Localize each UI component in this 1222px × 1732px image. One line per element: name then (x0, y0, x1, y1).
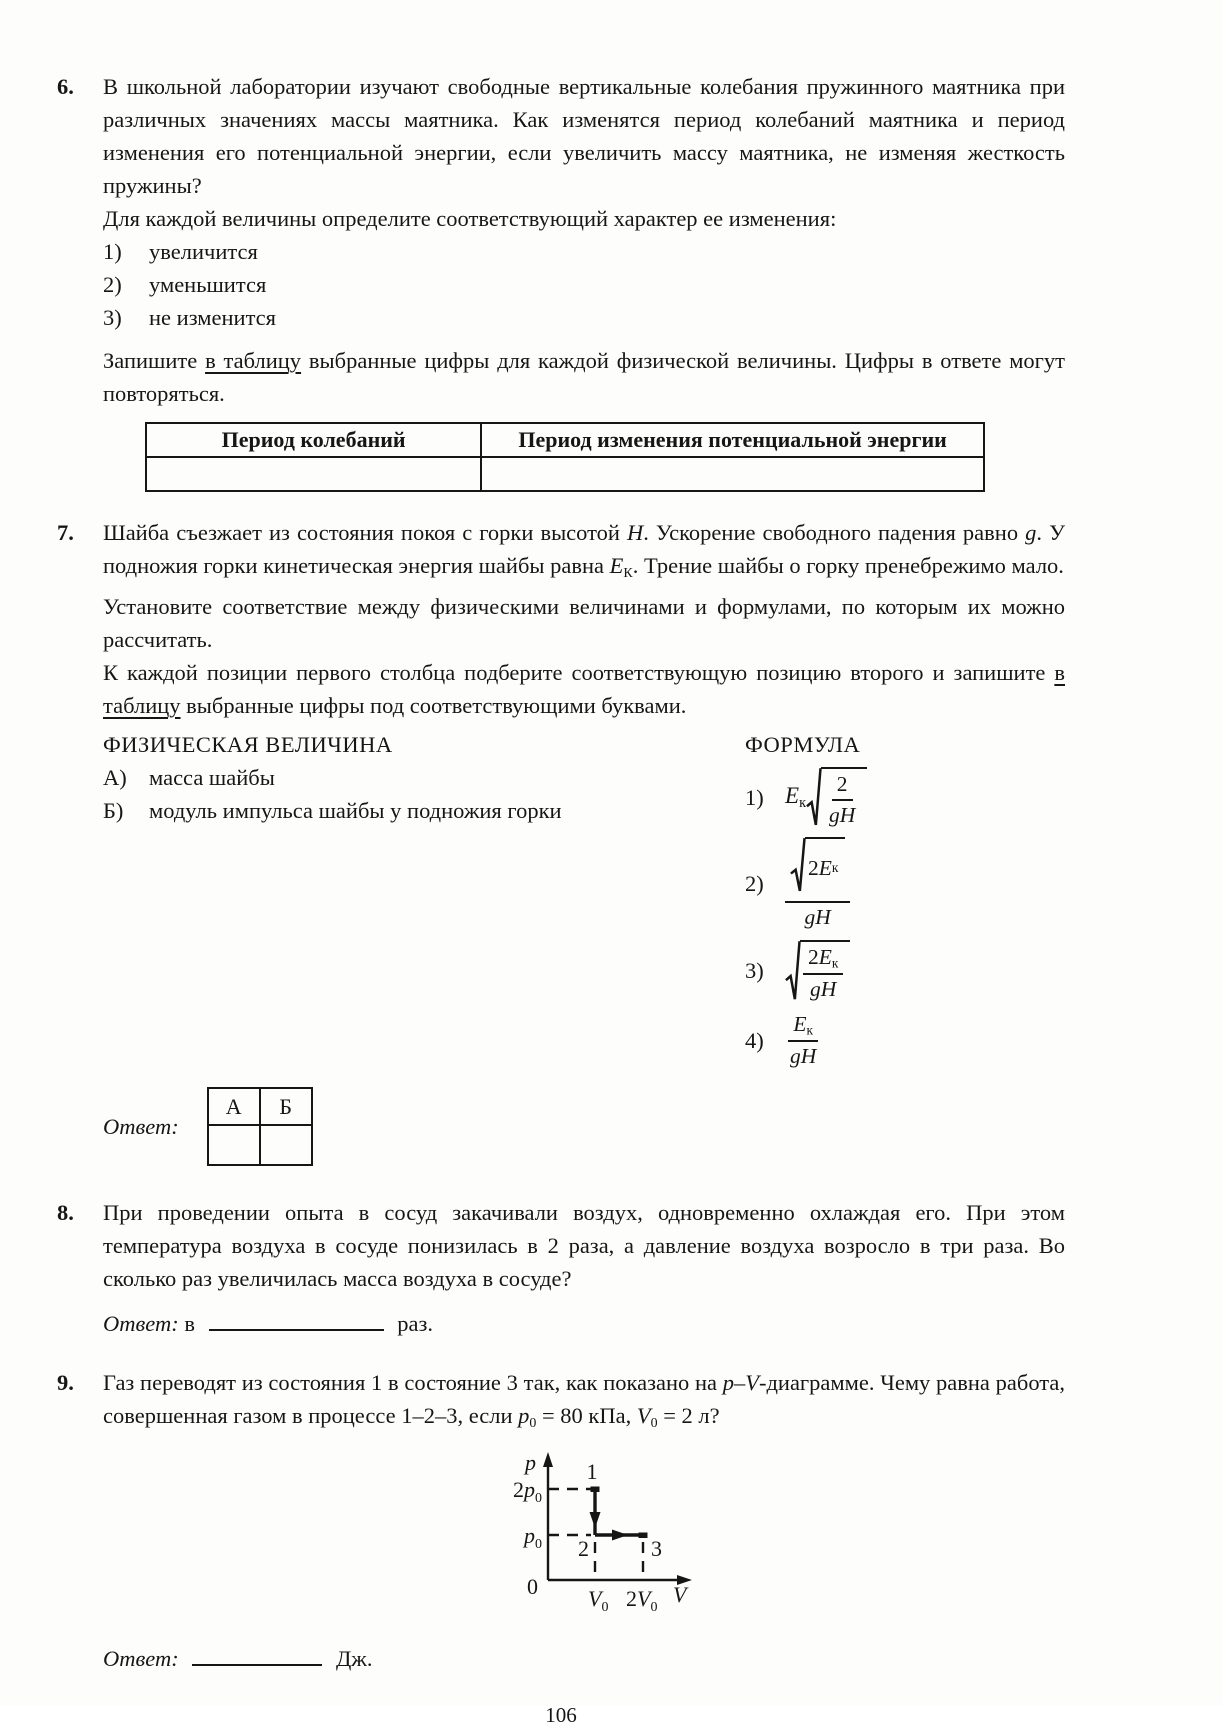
text-segment: H (627, 520, 644, 545)
answer-table-problem-6 (145, 422, 985, 492)
text-segment: -диаграмме. Чему равна работа, совершенная газом в процессе 1–2–3, если (103, 1369, 1065, 1428)
text-segment: . Трение шайбы о горку пренебрежимо мало. (632, 553, 1064, 578)
matching-columns (103, 728, 1065, 1079)
formula-row-3 (745, 940, 1065, 1002)
radical (806, 767, 867, 827)
fraction-numerator (832, 772, 853, 801)
state-2-label: 2 (578, 1536, 589, 1562)
problem-7 (57, 516, 1065, 1166)
problem-6-instruction (103, 344, 1065, 410)
text-segment: 0 (529, 1415, 537, 1431)
text-segment: gH (804, 905, 831, 930)
answer-prefix: в (184, 1310, 195, 1336)
formula-4 (785, 1012, 821, 1069)
quantity-letter: А) (103, 764, 127, 790)
process-1-2-arrow (590, 1512, 601, 1528)
text-segment: 2 (808, 855, 819, 880)
state-1-marker (591, 1487, 600, 1493)
quantity-row (103, 794, 745, 827)
problem-9-number: 9. (57, 1369, 74, 1395)
radicand (805, 837, 845, 893)
text-segment: в таблицу (103, 659, 1065, 718)
y-axis-arrow (543, 1452, 553, 1467)
text-segment: 2 (808, 945, 819, 970)
problem-9-intro (103, 1366, 1065, 1440)
problem-7-number: 7. (57, 520, 74, 545)
option-label: не изменится (149, 305, 277, 330)
text-segment: Шайба съезжает из состояния покоя с горки высотой (103, 520, 627, 545)
radical-sign (790, 837, 805, 893)
state-3-label: 3 (651, 1536, 662, 1562)
problem-8-text: При проведении опыта в сосуд закачивали воздух, одновременно охлаждая его. При этом температура воздуха в сосуде понизилась в 2 раза, а давление воздуха возросло в три раза. Во сколько раз увеличилась масса воздуха в сосуде? (103, 1199, 1065, 1291)
problem-6 (57, 70, 1065, 492)
option-row (103, 301, 1065, 334)
fraction-denominator (800, 903, 836, 930)
text-segment: к (831, 860, 839, 876)
right-column-header: ФОРМУЛА (745, 731, 861, 757)
formula-number: 2) (745, 871, 764, 897)
radical (790, 837, 845, 893)
answer-table-ab (207, 1087, 313, 1166)
fraction (824, 772, 860, 827)
problem-9-answer (103, 1642, 1065, 1675)
text-segment: gH (790, 1043, 817, 1068)
problem-7-write-instruction (103, 656, 1065, 722)
text-segment: . У подножия горки кинетическая энергия шайбы равна (103, 520, 1065, 578)
answer-suffix: раз. (397, 1310, 433, 1336)
tick-2p0: $2p_0$ (513, 1477, 542, 1507)
text-segment: E (818, 855, 832, 880)
problem-6-prompt: Для каждой величины определите соответствующий характер ее изменения: (103, 206, 837, 231)
tick-v0: $V_0$ (588, 1586, 609, 1616)
text-segment: к (806, 1022, 813, 1038)
radical-sign (785, 940, 800, 1002)
problem-9 (57, 1366, 1065, 1676)
text-segment: 0 (650, 1415, 658, 1431)
state-3-marker (639, 1533, 648, 1539)
formula-number: 4) (745, 1027, 764, 1053)
quantity-letter: Б) (103, 797, 124, 823)
text-segment: E (793, 1011, 807, 1036)
left-column-header: ФИЗИЧЕСКАЯ ВЕЛИЧИНА (103, 731, 393, 757)
radical-sign (806, 767, 821, 827)
option-number: 2) (103, 272, 122, 297)
formula-3 (785, 940, 850, 1002)
answer-cell-empty (208, 1125, 260, 1165)
fraction (803, 945, 843, 1002)
answer-suffix: Дж. (335, 1646, 373, 1672)
answer-cell-empty (146, 457, 481, 491)
answer-label: Ответ: (103, 1646, 179, 1672)
formula-2 (785, 837, 850, 930)
quantity-label: модуль импульса шайбы у подножия горки (149, 797, 562, 823)
text-segment: . Ускорение свободного падения равно (643, 520, 1026, 545)
formula-1 (785, 767, 867, 827)
problem-8-answer (103, 1307, 1065, 1340)
problem-8 (57, 1196, 1065, 1340)
fraction-denominator (805, 975, 841, 1002)
text-segment: = 80 кПа, (536, 1402, 637, 1428)
fraction-numerator (788, 1012, 818, 1042)
table-header-period-energy: Период изменения потенциальной энергии (481, 423, 984, 457)
fraction-denominator (824, 801, 860, 828)
table-header-period-oscillation: Период колебаний (146, 423, 481, 457)
answer-label: Ответ: (103, 1113, 179, 1139)
text-segment: E (818, 945, 832, 970)
formula-row-2 (745, 837, 1065, 930)
text-segment: = 2 л? (657, 1402, 720, 1428)
problem-7-match-instruction: Установите соответствие между физическими величинами и формулами, по которым их можно рассчитать. (103, 593, 1065, 652)
text-segment: gH (810, 977, 837, 1002)
text-segment: в таблицу (205, 348, 302, 373)
problem-7-intro (103, 516, 1065, 590)
text-segment: выбранные цифры для каждой физической величины. Цифры в ответе могут повторяться. (103, 348, 1065, 406)
text-segment: выбранные цифры под соответствующими буквами. (180, 692, 687, 718)
fraction-denominator (785, 1042, 821, 1069)
text-segment: к (831, 955, 839, 971)
option-label: уменьшится (149, 272, 267, 297)
tick-2v0: $2V_0$ (626, 1586, 658, 1616)
text-segment: V (745, 1369, 759, 1395)
text-segment: К (623, 565, 633, 581)
fraction-numerator (803, 945, 843, 975)
option-row (103, 235, 1065, 268)
tick-p0: $p_0$ (524, 1523, 542, 1553)
answer-header-b: Б (260, 1088, 312, 1125)
answer-blank (192, 1645, 322, 1666)
fraction (785, 837, 850, 930)
formula-number: 1) (745, 784, 764, 810)
formula-number: 3) (745, 958, 764, 984)
text-segment: Газ переводят из состояния 1 в состояние 3 так, как показано на (103, 1369, 723, 1395)
page-number: 106 (545, 1703, 577, 1728)
answer-blank (209, 1309, 384, 1330)
y-axis-label: p (525, 1450, 536, 1476)
pv-diagram (458, 1443, 1065, 1630)
text-segment: V (636, 1402, 651, 1428)
answer-label: Ответ: (103, 1310, 179, 1336)
text-segment: – (733, 1369, 746, 1395)
quantity-row (103, 761, 745, 794)
process-2-3-arrow (612, 1530, 628, 1541)
formula-row-4 (745, 1012, 1065, 1069)
text-segment: к (799, 794, 806, 811)
text-segment: E (609, 553, 624, 578)
quantity-label: масса шайбы (149, 764, 275, 790)
pv-diagram-svg (458, 1443, 708, 1621)
origin-label: 0 (527, 1574, 538, 1600)
formula-coefficient (785, 783, 806, 812)
formula-row-1 (745, 767, 1065, 827)
radical (785, 940, 850, 1002)
answer-cell-empty (481, 457, 984, 491)
text-segment: p (518, 1402, 530, 1428)
text-segment: 2 (836, 771, 848, 796)
problem-6-intro: В школьной лаборатории изучают свободные вертикальные колебания пружинного маятника при различных значениях массы маятника. Как изменятся период колебаний маятника и период изменения его потенциальной энергии, если увеличить массу маятника, не изменяя жесткость пружины? (103, 74, 1065, 198)
state-1-label: 1 (586, 1459, 598, 1485)
option-number: 3) (103, 305, 122, 330)
option-row (103, 268, 1065, 301)
text-segment: Запишите (103, 348, 206, 373)
text-segment: gH (829, 802, 856, 827)
answer-header-a: А (208, 1088, 260, 1125)
text-segment: E (785, 782, 800, 808)
problem-7-answer (103, 1087, 1065, 1166)
fraction (785, 1012, 821, 1069)
problem-6-number: 6. (57, 74, 74, 99)
answer-cell-empty (260, 1125, 312, 1165)
text-segment: К каждой позиции первого столбца подберите соответствующую позицию второго и запишите (103, 659, 1055, 685)
text-segment: g (1025, 520, 1037, 545)
problem-8-number: 8. (57, 1199, 74, 1225)
option-number: 1) (103, 239, 122, 264)
text-segment: p (722, 1369, 734, 1395)
option-label: увеличится (149, 239, 258, 264)
x-axis-label: V (673, 1582, 687, 1608)
